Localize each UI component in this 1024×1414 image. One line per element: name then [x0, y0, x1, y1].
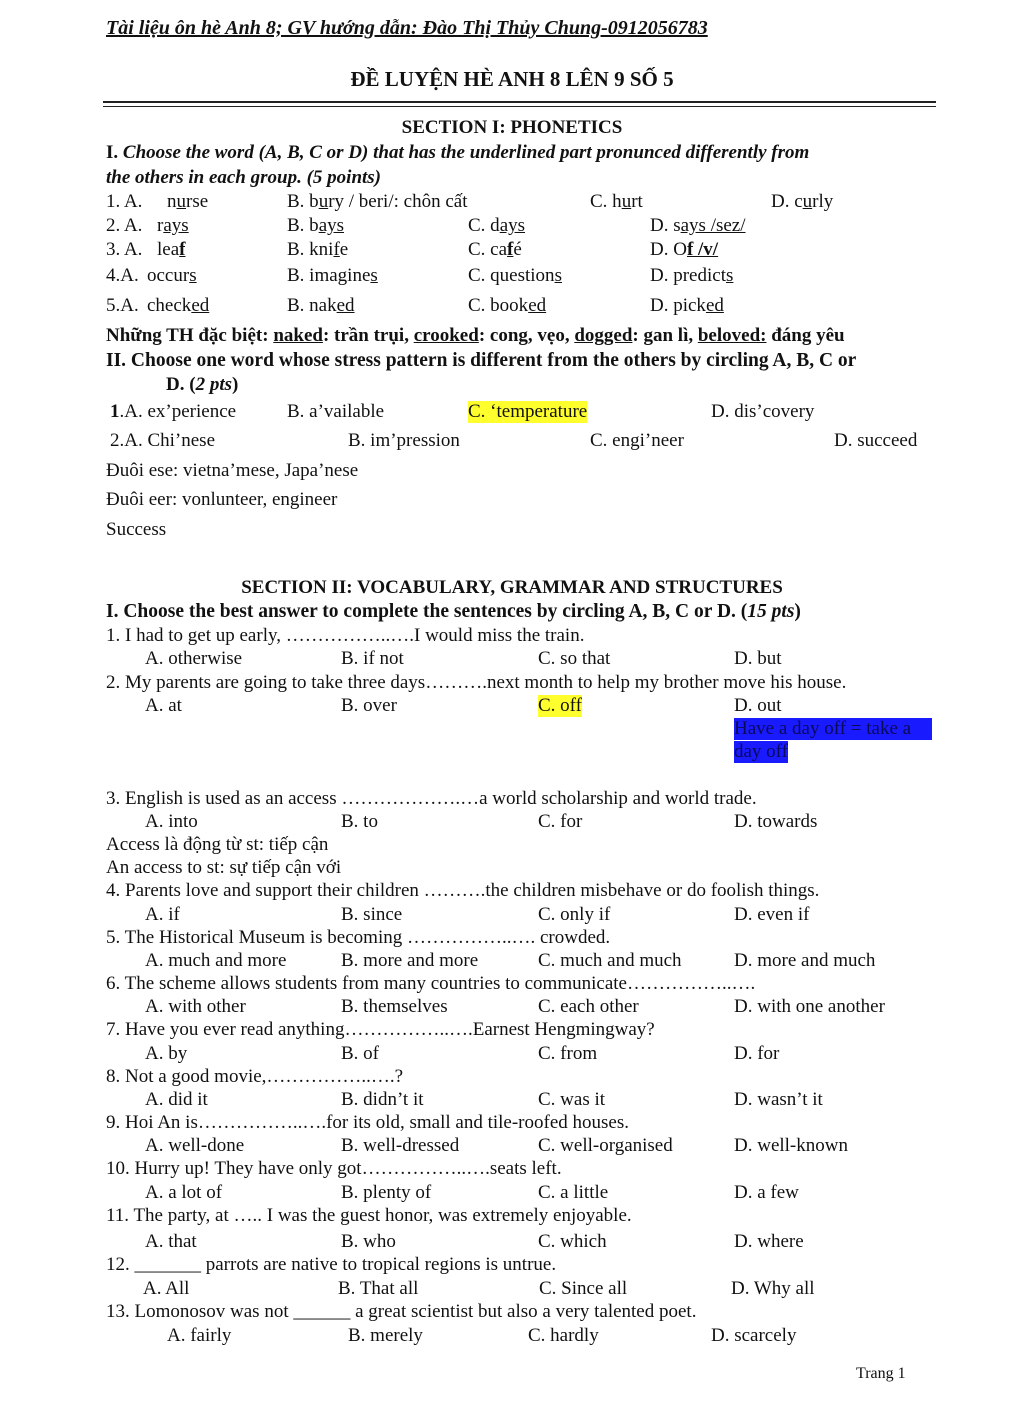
- q3-option-c: C. for: [538, 811, 583, 832]
- question-11: 11. The party, at ….. I was the guest honor, was extremely enjoyable.: [106, 1205, 632, 1226]
- q8-option-d: D. wasn’t it: [734, 1089, 823, 1110]
- question-4: 4. Parents love and support their children ……….the children misbehave or do foolish things.: [106, 880, 820, 901]
- q2-highlighted-note-line1: Have a day off = take a: [734, 718, 932, 740]
- q7-option-c: C. from: [538, 1043, 598, 1064]
- q1-option-d: D. but: [734, 648, 782, 669]
- note-eer: Đuôi eer: vonlunteer, engineer: [106, 489, 338, 510]
- question-10: 10. Hurry up! They have only got……………..….seats left.: [106, 1158, 562, 1179]
- q5-option-d: D. more and much: [734, 950, 876, 971]
- q13-option-b: B. merely: [348, 1325, 423, 1346]
- question-7: 7. Have you ever read anything……………..….Earnest Hengmingway?: [106, 1019, 655, 1040]
- option-a: nurse: [167, 191, 209, 212]
- note-ese: Đuôi ese: vietna’mese, Japa’nese: [106, 460, 359, 481]
- part1-instruction-line2: the others in each group. (5 points): [106, 167, 382, 188]
- q7-option-d: D. for: [734, 1043, 780, 1064]
- option-a: checked: [147, 295, 210, 316]
- question-number: 3. A.: [106, 239, 143, 260]
- section-heading-vocabulary: SECTION II: VOCABULARY, GRAMMAR AND STRUCTURES: [241, 577, 783, 598]
- option-c: C. days: [468, 215, 526, 236]
- q11-option-b: B. who: [341, 1231, 396, 1252]
- q5-option-a: A. much and more: [145, 950, 287, 971]
- option-b: B. imagines: [287, 265, 378, 286]
- q4-option-a: A. if: [145, 904, 180, 925]
- special-cases-note: Những TH đặc biệt: naked: trần trụi, crooked: cong, vẹo, dogged: gan lì, beloved: đáng yêu: [106, 325, 845, 346]
- option-c-highlighted: C. ‘temperature: [468, 401, 588, 422]
- q4-option-d: D. even if: [734, 904, 810, 925]
- q6-option-a: A. with other: [145, 996, 246, 1017]
- question-number: 1. A.: [106, 191, 143, 212]
- option-b: B. knife: [287, 239, 349, 260]
- question-5: 5. The Historical Museum is becoming ……………..…. crowded.: [106, 927, 611, 948]
- q9-option-b: B. well-dressed: [341, 1135, 460, 1156]
- option-c: C. questions: [468, 265, 562, 286]
- option-a: 2.A. Chi’nese: [110, 430, 216, 451]
- option-d: D. picked: [650, 295, 724, 316]
- q1-option-c: C. so that: [538, 648, 611, 669]
- part2-instruction-line2: D. (2 pts): [166, 374, 239, 395]
- option-b: B. a’vailable: [287, 401, 385, 422]
- q3-note-2: An access to st: sự tiếp cận với: [106, 857, 342, 878]
- q7-option-b: B. of: [341, 1043, 379, 1064]
- q11-option-a: A. that: [145, 1231, 197, 1252]
- option-d: D. succeed: [834, 430, 918, 451]
- q13-option-d: D. scarcely: [711, 1325, 797, 1346]
- q3-note-1: Access là động từ st: tiếp cận: [106, 834, 329, 855]
- running-header: Tài liệu ôn hè Anh 8; GV hướng dẫn: Đào Thị Thủy Chung-0912056783: [106, 17, 708, 39]
- question-number: 5.A.: [106, 295, 139, 316]
- q3-option-b: B. to: [341, 811, 378, 832]
- q6-option-c: C. each other: [538, 996, 639, 1017]
- q12-option-b: B. That all: [338, 1278, 419, 1299]
- q5-option-c: C. much and much: [538, 950, 682, 971]
- q2-option-b: B. over: [341, 695, 397, 716]
- q12-option-a: A. All: [143, 1278, 190, 1299]
- question-13: 13. Lomonosov was not ______ a great scientist but also a very talented poet.: [106, 1301, 697, 1322]
- q2-option-c-highlighted: C. off: [538, 695, 582, 716]
- q8-option-b: B. didn’t it: [341, 1089, 424, 1110]
- q13-option-a: A. fairly: [167, 1325, 232, 1346]
- q8-option-c: C. was it: [538, 1089, 606, 1110]
- question-6: 6. The scheme allows students from many countries to communicate……………..….: [106, 973, 756, 994]
- question-2: 2. My parents are going to take three days……….next month to help my brother move his house.: [106, 672, 847, 693]
- q1-option-b: B. if not: [341, 648, 404, 669]
- q2-option-d: D. out: [734, 695, 782, 716]
- option-a: leaf: [157, 239, 186, 260]
- question-3: 3. English is used as an access ……………….…a world scholarship and world trade.: [106, 788, 757, 809]
- section-heading-phonetics: SECTION I: PHONETICS: [401, 117, 623, 138]
- option-b: B. bury / beri/: chôn cất: [287, 191, 468, 212]
- option-b: B. im’pression: [348, 430, 460, 451]
- option-a: occurs: [147, 265, 197, 286]
- title-rule-thick: [103, 101, 936, 103]
- question-8: 8. Not a good movie,……………..….?: [106, 1066, 404, 1087]
- q9-option-d: D. well-known: [734, 1135, 848, 1156]
- option-a: 1.A. ex’perience: [110, 401, 237, 422]
- q5-option-b: B. more and more: [341, 950, 479, 971]
- option-d: D. dis’covery: [711, 401, 815, 422]
- q8-option-a: A. did it: [145, 1089, 208, 1110]
- q13-option-c: C. hardly: [528, 1325, 599, 1346]
- question-1: 1. I had to get up early, ……………..….I would miss the train.: [106, 625, 585, 646]
- q10-option-c: C. a little: [538, 1182, 609, 1203]
- option-c: C. booked: [468, 295, 547, 316]
- q3-option-a: A. into: [145, 811, 198, 832]
- option-d: D. says /sez/: [650, 215, 746, 236]
- option-d: D. curly: [771, 191, 834, 212]
- option-a: rays: [157, 215, 189, 236]
- q10-option-b: B. plenty of: [341, 1182, 432, 1203]
- option-c: C. café: [468, 239, 522, 260]
- q10-option-d: D. a few: [734, 1182, 799, 1203]
- option-b: B. bays: [287, 215, 345, 236]
- title-rule-thin: [103, 106, 936, 107]
- q6-option-b: B. themselves: [341, 996, 448, 1017]
- q12-option-d: D. Why all: [731, 1278, 815, 1299]
- q9-option-a: A. well-done: [145, 1135, 245, 1156]
- question-12: 12. _______ parrots are native to tropical regions is untrue.: [106, 1254, 557, 1275]
- option-d: D. predicts: [650, 265, 734, 286]
- q12-option-c: C. Since all: [539, 1278, 628, 1299]
- q2-option-a: A. at: [145, 695, 182, 716]
- question-9: 9. Hoi An is……………..….for its old, small and tile-roofed houses.: [106, 1112, 629, 1133]
- q7-option-a: A. by: [145, 1043, 188, 1064]
- q1-option-a: A. otherwise: [145, 648, 243, 669]
- q9-option-c: C. well-organised: [538, 1135, 673, 1156]
- part2-instruction-line1: II. Choose one word whose stress pattern is different from the others by circling A, B, C or: [106, 350, 857, 371]
- q4-option-c: C. only if: [538, 904, 611, 925]
- q11-option-d: D. where: [734, 1231, 804, 1252]
- document-title: ĐỀ LUYỆN HÈ ANH 8 LÊN 9 SỐ 5: [350, 67, 674, 91]
- q11-option-c: C. which: [538, 1231, 607, 1252]
- section2-instruction: I. Choose the best answer to complete the sentences by circling A, B, C or D. (15 pts): [106, 601, 801, 622]
- note-success: Success: [106, 519, 167, 540]
- part1-instruction-line1: I. Choose the word (A, B, C or D) that has the underlined part pronunced differently from: [106, 142, 810, 163]
- question-number: 2. A.: [106, 215, 143, 236]
- question-number: 4.A.: [106, 265, 139, 286]
- option-c: C. engi’neer: [590, 430, 684, 451]
- q10-option-a: A. a lot of: [145, 1182, 223, 1203]
- q4-option-b: B. since: [341, 904, 403, 925]
- page-number: Trang 1: [856, 1365, 906, 1382]
- option-c: C. hurt: [590, 191, 643, 212]
- option-d: D. Of /v/: [650, 239, 719, 260]
- q3-option-d: D. towards: [734, 811, 818, 832]
- q2-highlighted-note-line2: day off: [734, 741, 788, 762]
- option-b: B. naked: [287, 295, 355, 316]
- q6-option-d: D. with one another: [734, 996, 885, 1017]
